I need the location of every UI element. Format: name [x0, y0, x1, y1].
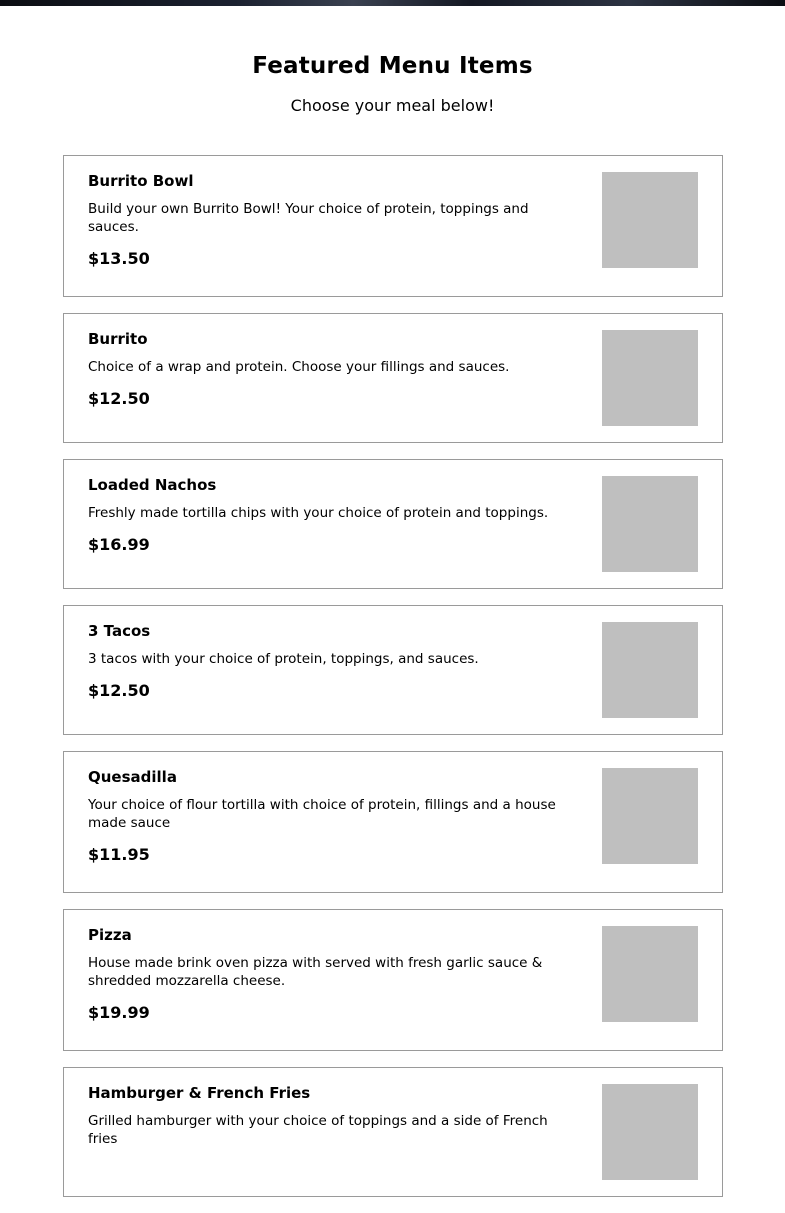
item-image-placeholder	[602, 172, 698, 268]
item-description: Your choice of flour tortilla with choice of protein, fillings and a house made sauce	[88, 797, 556, 831]
item-image-placeholder	[602, 768, 698, 864]
item-name: Loaded Nachos	[88, 476, 217, 494]
item-image-placeholder	[602, 622, 698, 718]
item-description: House made brink oven pizza with served with fresh garlic sauce & shredded mozzarella cheese.	[88, 955, 543, 989]
item-name: Burrito Bowl	[88, 172, 194, 190]
item-price: $11.95	[88, 845, 150, 864]
item-image-placeholder	[602, 926, 698, 1022]
menu-item-quesadilla[interactable]	[63, 751, 723, 893]
item-name: Pizza	[88, 926, 132, 944]
item-price: $12.50	[88, 681, 150, 700]
item-name: Hamburger & French Fries	[88, 1084, 311, 1102]
item-name: Burrito	[88, 330, 148, 348]
menu-item-3-tacos[interactable]	[63, 605, 723, 735]
item-price: $12.50	[88, 389, 150, 408]
item-price: $19.99	[88, 1003, 150, 1022]
menu-list	[63, 155, 723, 1213]
item-image-placeholder	[602, 330, 698, 426]
item-description: Choice of a wrap and protein. Choose your fillings and sauces.	[88, 359, 510, 375]
item-image-placeholder	[602, 476, 698, 572]
item-price: $16.99	[88, 535, 150, 554]
item-description: Grilled hamburger with your choice of toppings and a side of French fries	[88, 1113, 548, 1147]
item-name: 3 Tacos	[88, 622, 151, 640]
item-description: Freshly made tortilla chips with your choice of protein and toppings.	[88, 505, 549, 521]
item-price: $13.50	[88, 249, 150, 268]
item-description: 3 tacos with your choice of protein, toppings, and sauces.	[88, 651, 479, 667]
menu-item-hamburger-french-fries[interactable]	[63, 1067, 723, 1197]
item-image-placeholder	[602, 1084, 698, 1180]
item-name: Quesadilla	[88, 768, 177, 786]
menu-item-loaded-nachos[interactable]	[63, 459, 723, 589]
item-description: Build your own Burrito Bowl! Your choice of protein, toppings and sauces.	[88, 201, 529, 235]
menu-item-burrito-bowl[interactable]	[63, 155, 723, 297]
menu-item-pizza[interactable]	[63, 909, 723, 1051]
menu-item-burrito[interactable]	[63, 313, 723, 443]
section-title: Featured Menu Items	[252, 53, 533, 79]
hero-image-bottom-edge	[0, 0, 785, 6]
section-subtitle: Choose your meal below!	[290, 96, 495, 115]
